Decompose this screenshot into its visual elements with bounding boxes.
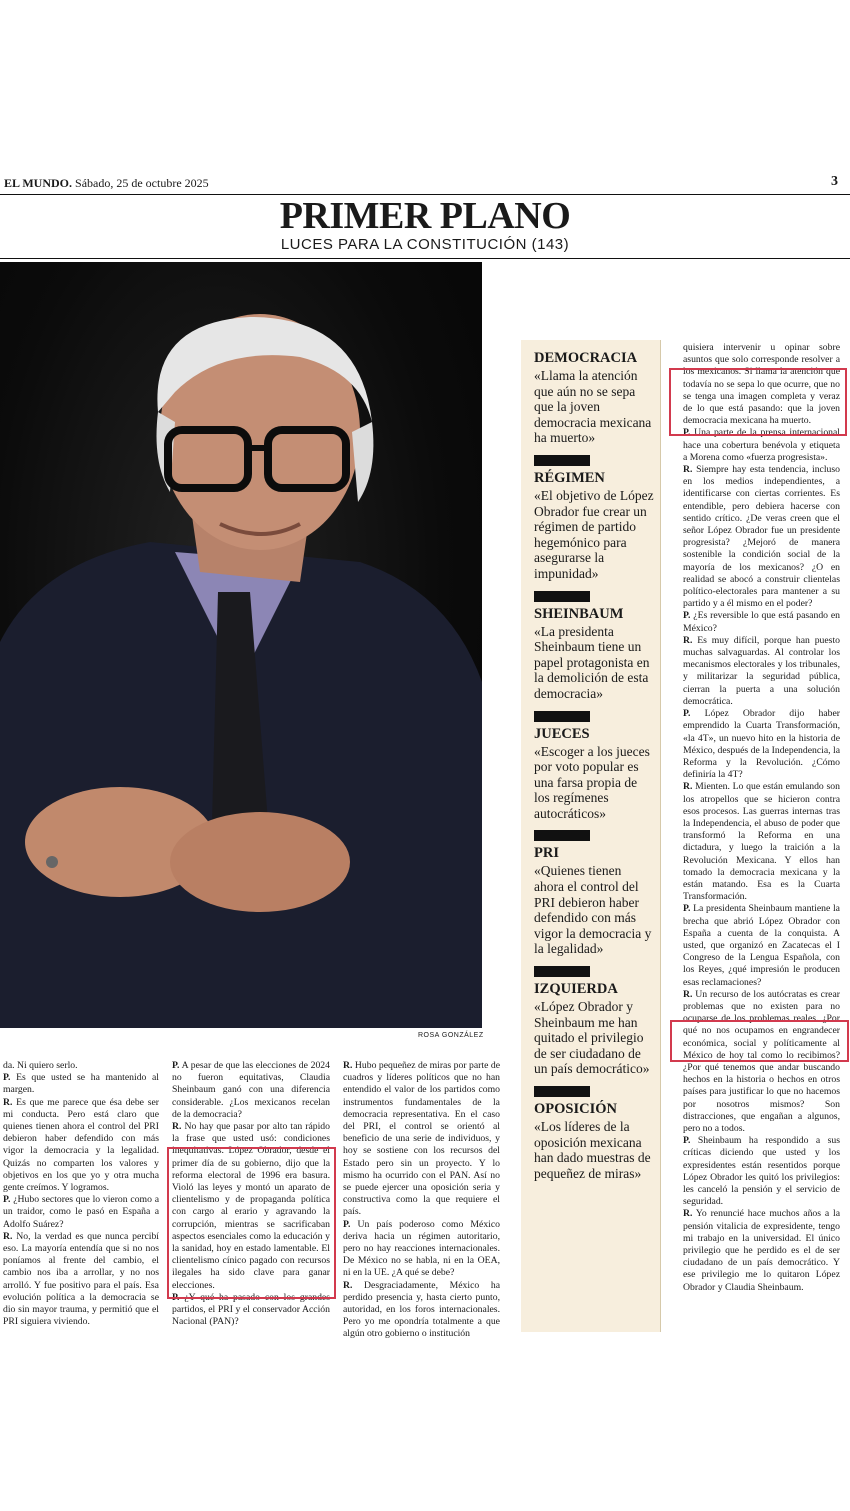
quotes-list (534, 350, 654, 1190)
article-paragraph: R. Desgraciadamente, México ha perdido presencia y, hasta cierto punto, autoridad, en los foros internacionales. Pero yo me opondría totalmente a que algún otro gobierno o institución (343, 1279, 500, 1340)
sidebar-divider (660, 340, 661, 1332)
sidebar-bar (534, 966, 590, 977)
sidebar-quote-title: OPOSICIÓN (534, 1101, 617, 1117)
article-column-4 (683, 342, 840, 1294)
sidebar-quote-block (534, 1086, 654, 1181)
article-paragraph: P. Es que usted se ha mantenido al margen. (3, 1072, 159, 1096)
article-paragraph: quisiera intervenir u opinar sobre asuntos que solo corresponde resolver a los mexicanos. Si llama la atención que todavía no se sepa lo que ocurre, que no se tenga una imagen completa y veraz de lo que está pasando: que la joven democracia mexicana ha muerto. (683, 342, 840, 427)
top-margin (0, 0, 850, 150)
sidebar-quote-title: PRI (534, 845, 559, 862)
sidebar-quote-title: IZQUIERDA (534, 981, 618, 998)
article-paragraph: P. Un país poderoso como México deriva hacia un régimen autoritario, pero no hay reacciones internacionales. De México no se habla, ni en la OEA, ni en la UE. ¿A qué se debe? (343, 1218, 500, 1279)
article-paragraph: R. Yo renuncié hace muchos años a la pensión vitalicia de expresidente, tengo mi trabajo en la universidad. El único privilegio que he perdido es el de ser ciudadano de un país democrático. Y ese privilegio me lo quitaron López Obrador y Claudia Sheinbaum. (683, 1208, 840, 1293)
sidebar-quote-text: «La presidenta Sheinbaum tiene un papel protagonista en la demolición de esta democracia» (534, 623, 650, 701)
sidebar-quote-block (534, 455, 654, 582)
sidebar-quote-text: «López Obrador y Sheinbaum me han quitado el privilegio de ser ciudadano de un país democrático» (534, 999, 650, 1077)
highlight-box-clientelism (167, 1147, 336, 1299)
photo-credit: ROSA GONZÁLEZ (418, 1032, 484, 1039)
sidebar-quote-block (534, 350, 654, 446)
sidebar-quote-text: «Los líderes de la oposición mexicana han dado muestras de pequeñez de miras» (534, 1119, 651, 1181)
article-paragraph: R. Un recurso de los autócratas es crear problemas que no existen para no ocuparse de los problemas reales. ¿Por qué no nos ocupamos en engrandecer económica, social y políticamente al México de hoy tal como lo recibimos? ¿Por qué tenemos que andar buscando hechos en la historia o hechos en otros países para justificar lo que no hacemos por nosotros mismos? Son distracciones, que engañan a algunos, pero no a todos. (683, 988, 840, 1134)
portrait-illustration (0, 262, 482, 1028)
article-column-3 (343, 1060, 500, 1341)
article-paragraph: R. No, la verdad es que nunca percibí eso. La mayoría entendía que si no nos poníamos al frente del cambio, el cambio nos iba a arrollar, y no nos arrolló. Y fue positivo para el país. Esa evolución política a la democracia se dio sin mayor trauma, y permitió que el PRI siguiera viviendo. (3, 1230, 159, 1328)
article-paragraph: R. Siempre hay esta tendencia, incluso en los medios independientes, a identificarse con ciertas corrientes. Es entendible, pero debiera hacerse con sentido crítico. ¿De veras creen que el señor López Obrador fue un presidente progresista? ¿Mejoró de manera sostenible la condición social de la mayoría de los mexicanos? ¿O en realidad se abocó a construir clientelas político-electorales para mantener a su partido y a él mismo en el poder? (683, 464, 840, 610)
article-paragraph: R. No hay que pasar por alto tan rápido la frase que usted usó: condiciones inequitativas. López Obrador, desde el primer día de su gobierno, dijo que la reforma electoral de 1996 era basura. Violó las leyes y montó un aparato de clientelismo y de propaganda política con cargo al erario y agravando la corrupción, mientras se sacrificaban aspectos esenciales como la educación y la sanidad, hoy en estado lamentable. El clientelismo cínico pagado con recursos ilegales ha sido clave para ganar elecciones. (172, 1121, 330, 1291)
article-paragraph: P. Sheinbaum ha respondido a sus críticas diciendo que usted y los expresidentes están resentidos porque López Obrador les quitó los privilegios: les canceló la pensión y el servicio de seguridad. (683, 1135, 840, 1208)
sidebar-bar (534, 830, 590, 841)
sidebar-quote-title: RÉGIMEN (534, 469, 605, 486)
sidebar-quote-block (534, 966, 654, 1077)
quotes-sidebar (521, 340, 660, 1332)
sidebar-quote-text: «El objetivo de López Obrador fue crear un régimen de partido hegemónico para asegurarse la impunidad» (534, 487, 654, 581)
sidebar-bar (534, 1086, 590, 1097)
portrait-photo (0, 262, 482, 1028)
article-paragraph: R. Es que me parece que ésa debe ser mi conducta. Pero está claro que quienes tienen ahora el control del PRI debieron haber defendido con más vigor la democracia y la legalidad. Quizás no comparten los valores y objetivos en los que yo y otra mucha gente creímos. Y logramos. (3, 1096, 159, 1194)
page-number: 3 (831, 174, 838, 189)
subtitle-rule (0, 258, 850, 259)
sidebar-quote-text: «Quienes tienen ahora el control del PRI debieron haber defendido con más vigor la democracia y la legalidad» (534, 863, 652, 957)
article-paragraph: P. ¿Hubo sectores que lo vieron como a un traidor, como le pasó en España a Adolfo Suárez? (3, 1194, 159, 1230)
sidebar-bar (534, 711, 590, 722)
sidebar-bar (534, 591, 590, 602)
article-column-1 (3, 1060, 159, 1328)
article-paragraph: R. Mienten. Lo que están emulando son los atropellos que se hicieron contra esos procesos. Las guerras internas tras la Independencia, el abuso de poder que transformó la Reforma en una dictadura, y luego la traición a la Revolución Mexicana. Y ellos han tomado la democracia mexicana y la están matando. Esa es la Cuarta Transformación. (683, 781, 840, 903)
article-paragraph: P. ¿Es reversible lo que está pasando en México? (683, 610, 840, 634)
article-paragraph: P. Una parte de la prensa internacional hace una cobertura benévola y etiqueta a Morena como «fuerza progresista». (683, 427, 840, 463)
article-paragraph: P. ¿Y qué ha pasado con los grandes partidos, el PRI y el conservador Acción Nacional (PAN)? (172, 1291, 330, 1328)
article-paragraph: P. López Obrador dijo haber emprendido la Cuarta Transformación, «la 4T», un nuevo hito en la historia de México, después de la Independencia, la Reforma y la Revolución. ¿Cómo definiría la 4T? (683, 708, 840, 781)
article-paragraph: P. La presidenta Sheinbaum mantiene la brecha que abrió López Obrador con España a cuenta de la conquista. A usted, que organizó en Zacatecas el I Congreso de la Lengua Española, con los Reyes, ¿qué impresión le producen esas reclamaciones? (683, 903, 840, 988)
bottom-margin (0, 1370, 850, 1511)
section-title: PRIMER PLANO (279, 195, 571, 237)
sidebar-quote-block (534, 711, 654, 822)
folio-date: Sábado, 25 de octubre 2025 (75, 176, 209, 190)
sidebar-quote-title: SHEINBAUM (534, 605, 624, 622)
highlight-box-autocrats (670, 1020, 849, 1062)
sidebar-quote-block (534, 591, 654, 702)
article-paragraph: R. Hubo pequeñez de miras por parte de cuadros y líderes políticos que no han entendido el valor de los partidos como instrumentos fundamentales de la democracia representativa. En el caso del PRI, el control se orientó al beneficio de una serie de individuos, y hoy se sostiene con los recursos del Estado pero sin un proyecto. Y lo mismo ha ocurrido con el PAN. Así no se puede ejercer una oposición seria y constructiva como la que requiere el país. (343, 1060, 500, 1218)
sidebar-quote-text: «Escoger a los jueces por voto popular es una farsa propia de los regímenes autocráticos» (534, 743, 650, 821)
article-paragraph: P. A pesar de que las elecciones de 2024 no fueron equitativas, Claudia Sheinbaum ganó con una diferencia considerable. ¿Los mexicanos recelan de la democracia? (172, 1060, 330, 1120)
sidebar-quote-title: DEMOCRACIA (534, 350, 638, 366)
article-paragraph: da. Ni quiero serlo. (3, 1060, 78, 1071)
highlight-box-democracy (669, 368, 847, 436)
folio-paper: EL MUNDO. (4, 176, 73, 190)
sidebar-bar (534, 455, 590, 466)
article-paragraph: R. Es muy difícil, porque han puesto muchas salvaguardas. Al controlar los mecanismos electorales y los tribunales, y militarizar la seguridad pública, cierran la puerta a una solución democrática. (683, 634, 840, 707)
sidebar-quote-text: «Llama la atención que aún no se sepa que la joven democracia mexicana ha muerto» (534, 368, 652, 446)
folio (4, 176, 209, 191)
sidebar-quote-title: JUECES (534, 725, 590, 742)
section-subtitle: LUCES PARA LA CONSTITUCIÓN (143) (280, 236, 570, 253)
sidebar-quote-block (534, 830, 654, 957)
